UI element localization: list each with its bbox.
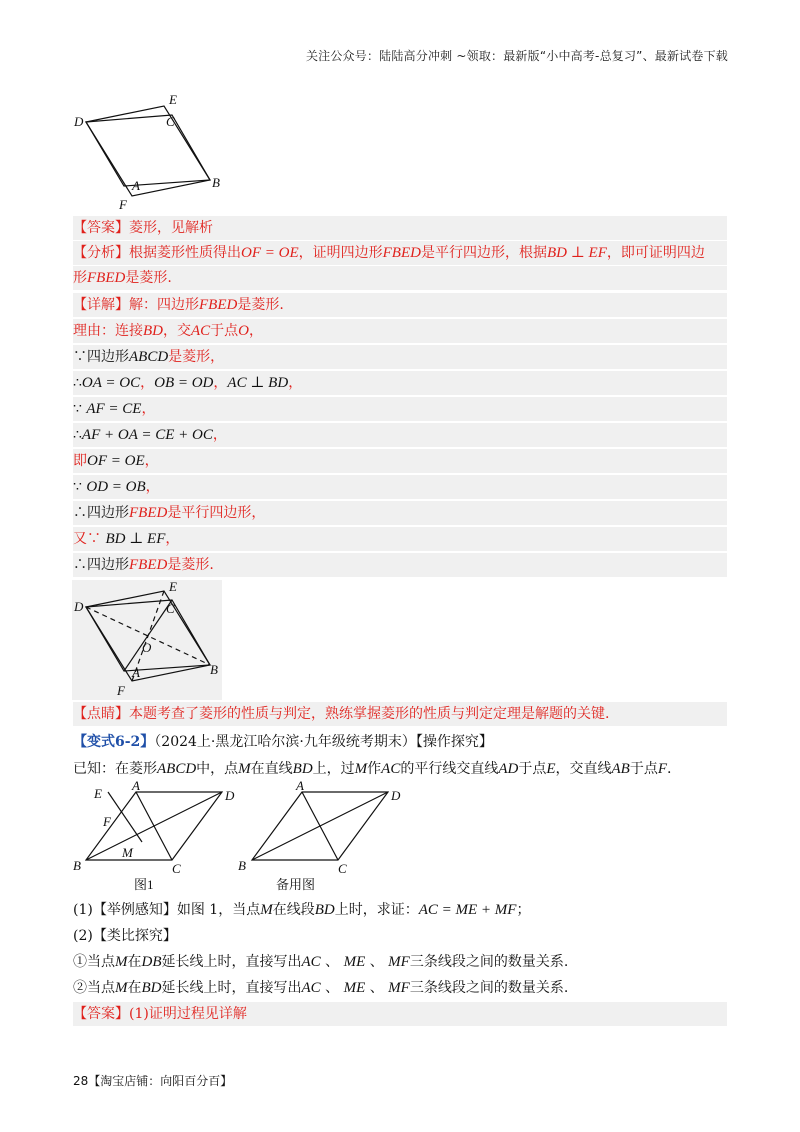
variant-title: 【变式6-2】（2024上·黑龙江哈尔滨·九年级统考期末）【操作探究】	[73, 734, 493, 750]
label-a: A	[296, 780, 304, 793]
label-c: C	[166, 114, 175, 129]
detail-line-10: 又∵ BD ⊥ EF，	[73, 527, 727, 551]
problem-statement: 已知：在菱形ABCD中，点M在直线BD上，过M作AC的平行线交直线AD于点E，交直线AB于点F.	[73, 761, 672, 777]
page-header: 关注公众号：陆陆高分冲刺 ~领取：最新版“小中高考-总复习”、最新试卷下载	[305, 49, 728, 63]
comment-line: 【点睛】本题考查了菱形的性质与判定，熟练掌握菱形的性质与判定定理是解题的关键.	[73, 702, 727, 726]
detail-line-2: 理由：连接BD，交AC于点O，	[73, 319, 727, 343]
label-e: E	[169, 92, 177, 107]
question-2: (2)【类比探究】	[73, 928, 177, 944]
detail-line-9: ∴四边形FBED是平行四边形，	[73, 501, 727, 525]
question-2-part-2: ②当点M在BD延长线上时，直接写出AC 、 ME 、 MF三条线段之间的数量关系.	[73, 980, 569, 996]
label-m: M	[122, 845, 133, 860]
label-f: F	[119, 197, 127, 212]
label-a: A	[132, 780, 140, 793]
answer-2-line: 【答案】(1)证明过程见详解	[73, 1002, 727, 1026]
figure-spare	[236, 780, 411, 895]
detail-line-6: ∴AF + OA = CE + OC，	[73, 423, 727, 447]
label-b: B	[73, 858, 81, 873]
label-b: B	[210, 662, 218, 677]
question-1: (1)【举例感知】如图 1，当点M在线段BD上时，求证：AC = ME + MF；	[73, 902, 531, 918]
analysis-line-2: 形FBED是菱形.	[73, 266, 727, 290]
figure-1	[72, 780, 242, 895]
label-d: D	[225, 788, 235, 803]
detail-line-3: ∵四边形ABCD是菱形，	[73, 345, 727, 369]
label-a: A	[132, 665, 140, 680]
label-c: C	[172, 861, 181, 876]
label-c: C	[338, 861, 347, 876]
figure-rhombus-fbed	[72, 92, 232, 212]
question-2-part-1: ①当点M在DB延长线上时，直接写出AC 、 ME 、 MF三条线段之间的数量关系.	[73, 954, 569, 970]
label-d: D	[74, 599, 84, 614]
detail-line-1: 【详解】解：四边形FBED是菱形.	[73, 293, 727, 317]
label-e: E	[169, 580, 177, 594]
answer-line: 【答案】菱形，见解析	[73, 216, 727, 240]
figure-spare-caption: 备用图	[276, 877, 316, 892]
label-b: B	[238, 858, 246, 873]
figure-1-caption: 图1	[134, 877, 154, 892]
detail-line-11: ∴四边形FBED是菱形.	[73, 553, 727, 577]
label-d: D	[74, 114, 84, 129]
label-e: E	[94, 786, 102, 801]
detail-line-4: ∴OA = OC，OB = OD，AC ⊥ BD，	[73, 371, 727, 395]
label-f: F	[117, 683, 125, 698]
label-d: D	[391, 788, 401, 803]
detail-line-7: 即OF = OE，	[73, 449, 727, 473]
label-o: O	[142, 640, 152, 655]
detail-line-5: ∵ AF = CE，	[73, 397, 727, 421]
label-c: C	[166, 601, 175, 616]
figure-rhombus-with-diagonals	[72, 580, 222, 700]
page-footer: 28【淘宝店铺：向阳百分百】	[73, 1074, 233, 1088]
detail-line-8: ∵ OD = OB，	[73, 475, 727, 499]
label-b: B	[212, 175, 220, 190]
label-a: A	[132, 178, 140, 193]
analysis-line-1: 【分析】根据菱形性质得出OF = OE，证明四边形FBED是平行四边形，根据BD ⊥ EF，即可证明四边	[73, 241, 727, 265]
label-f: F	[103, 814, 111, 829]
